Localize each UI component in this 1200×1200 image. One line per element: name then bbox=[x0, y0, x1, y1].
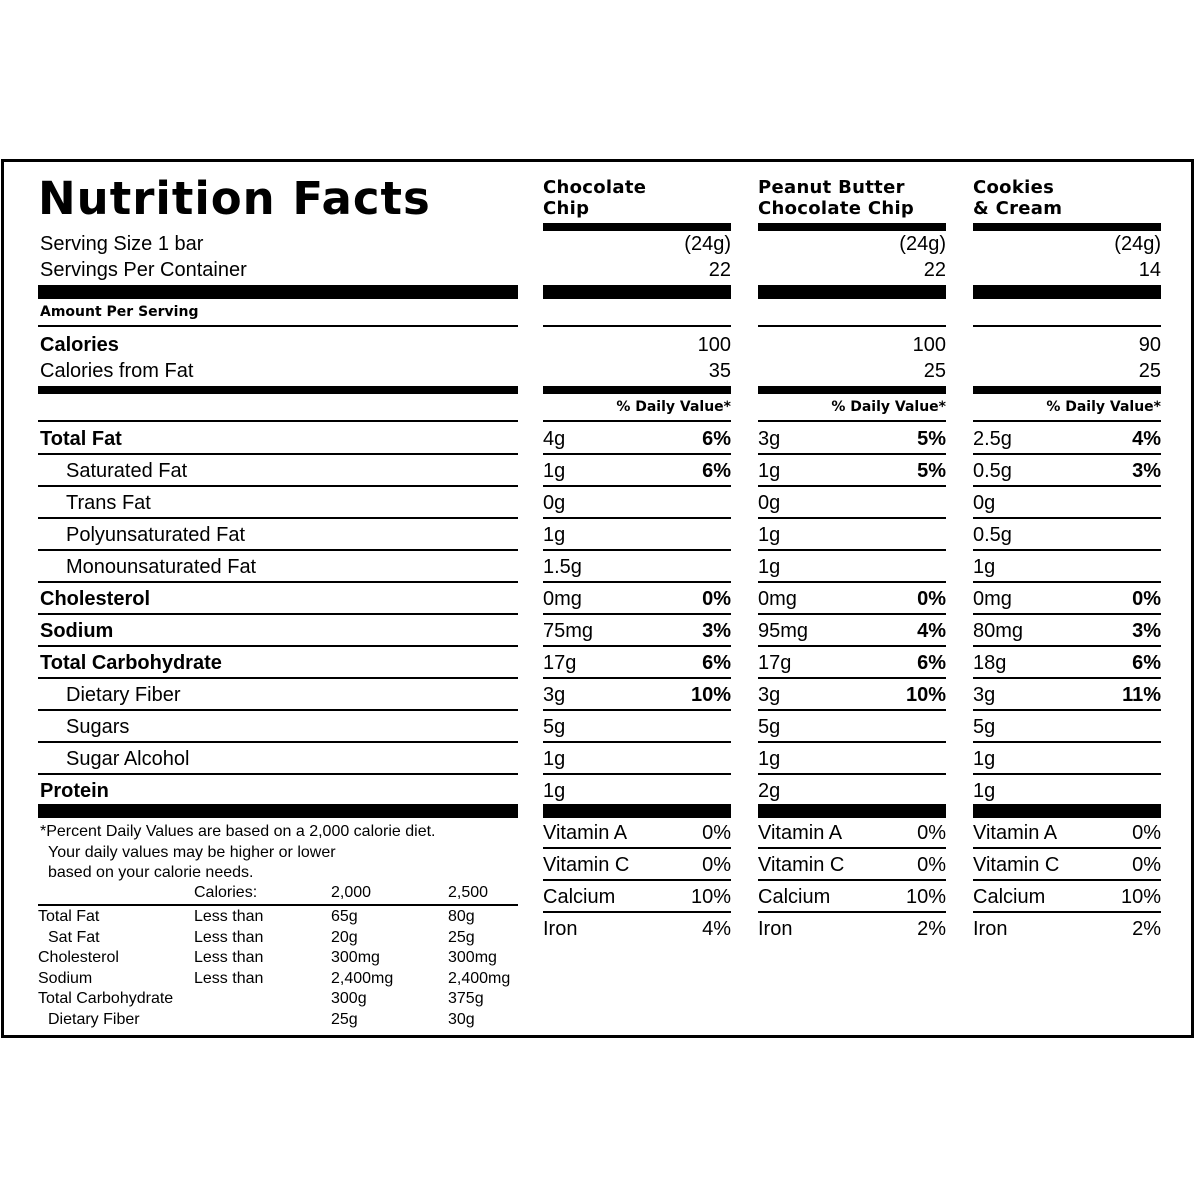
nutrient-amount: 1g bbox=[973, 556, 996, 578]
nutrient-amount: 0mg bbox=[758, 588, 797, 610]
divider bbox=[973, 677, 1161, 679]
divider bbox=[758, 581, 946, 583]
vitamin-dv: 0% bbox=[1132, 822, 1161, 844]
footnote-row-name: Cholesterol bbox=[38, 949, 119, 966]
divider bbox=[973, 453, 1161, 455]
medium-divider bbox=[38, 386, 518, 394]
nutrient-amount: 17g bbox=[758, 652, 792, 674]
product-name: Chip bbox=[543, 198, 590, 219]
nutrient-amount: 4g bbox=[543, 428, 566, 450]
divider bbox=[758, 741, 946, 743]
footnote-row-name: Dietary Fiber bbox=[48, 1010, 140, 1028]
nutrient-amount: 1g bbox=[543, 780, 566, 802]
footnote-row-2500: 2,400mg bbox=[448, 969, 511, 987]
divider bbox=[543, 453, 731, 455]
page-title: Nutrition Facts bbox=[38, 172, 431, 225]
divider bbox=[38, 677, 518, 679]
nutrient-label: Total Fat bbox=[40, 428, 122, 450]
nutrient-amount: 1g bbox=[758, 748, 781, 770]
divider bbox=[758, 517, 946, 519]
nutrient-dv: 6% bbox=[917, 652, 946, 674]
nutrient-amount: 18g bbox=[973, 652, 1007, 674]
divider bbox=[758, 549, 946, 551]
daily-value-header: % Daily Value* bbox=[1046, 399, 1161, 415]
product-name: Chocolate bbox=[543, 177, 647, 198]
footnote-row-name: Sat Fat bbox=[48, 928, 100, 946]
footnote-row-qualifier: Less than bbox=[194, 928, 264, 946]
nutrient-label: Trans Fat bbox=[66, 492, 151, 514]
divider bbox=[543, 485, 731, 487]
divider bbox=[543, 677, 731, 679]
footnote-row-2000: 300g bbox=[331, 990, 367, 1007]
footnote-row-2000: 20g bbox=[331, 928, 358, 946]
nutrient-label: Polyunsaturated Fat bbox=[66, 524, 245, 546]
nutrient-amount: 2.5g bbox=[973, 428, 1012, 450]
nutrient-amount: 3g bbox=[758, 684, 781, 706]
divider bbox=[758, 485, 946, 487]
calories-value: 100 bbox=[697, 334, 731, 356]
nutrient-label: Monounsaturated Fat bbox=[66, 556, 257, 578]
nutrient-amount: 80mg bbox=[973, 620, 1024, 642]
divider bbox=[38, 517, 518, 519]
vitamin-name: Vitamin A bbox=[758, 822, 843, 844]
vitamin-name: Iron bbox=[758, 918, 793, 940]
medium-divider bbox=[758, 223, 946, 231]
divider bbox=[38, 485, 518, 487]
nutrient-dv: 0% bbox=[917, 588, 946, 610]
servings-value: 22 bbox=[708, 259, 731, 281]
thick-divider bbox=[38, 804, 518, 818]
vitamin-dv: 10% bbox=[905, 886, 946, 908]
product-name: Peanut Butter bbox=[758, 177, 905, 198]
vitamin-dv: 0% bbox=[917, 822, 946, 844]
calories-from-fat-value: 25 bbox=[923, 360, 946, 382]
nutrient-label: Saturated Fat bbox=[66, 460, 188, 482]
nutrient-dv: 6% bbox=[702, 460, 731, 482]
divider bbox=[973, 613, 1161, 615]
nutrient-dv: 6% bbox=[702, 652, 731, 674]
footnote-row-qualifier: Less than bbox=[194, 908, 264, 925]
vitamin-name: Vitamin A bbox=[973, 822, 1058, 844]
amount-per-serving-label: Amount Per Serving bbox=[40, 304, 199, 320]
footnote-line: *Percent Daily Values are based on a 2,000 calorie diet. bbox=[40, 823, 436, 840]
nutrient-label: Sugar Alcohol bbox=[66, 748, 190, 770]
medium-divider bbox=[973, 386, 1161, 394]
serving-size-label: Serving Size 1 bar bbox=[40, 233, 204, 255]
footnote-row-2000: 2,400mg bbox=[331, 969, 394, 987]
nutrient-amount: 1g bbox=[543, 524, 566, 546]
divider bbox=[543, 773, 731, 775]
footnote-row-2500: 25g bbox=[448, 928, 475, 946]
divider bbox=[973, 911, 1161, 913]
calories-from-fat-value: 35 bbox=[708, 360, 731, 382]
footnote-row-2000: 25g bbox=[331, 1010, 358, 1028]
divider bbox=[38, 549, 518, 551]
footnote-calories-2000: 2,000 bbox=[331, 884, 372, 901]
thick-divider bbox=[973, 804, 1161, 818]
nutrient-amount: 1g bbox=[973, 780, 996, 802]
nutrient-label: Cholesterol bbox=[40, 588, 151, 610]
nutrient-amount: 0g bbox=[758, 492, 781, 514]
footnote-row-2000: 300mg bbox=[331, 949, 380, 966]
footnote-row-2500: 300mg bbox=[448, 949, 497, 966]
nutrient-amount: 1g bbox=[758, 556, 781, 578]
footnote-row-name: Total Carbohydrate bbox=[38, 990, 174, 1007]
nutrient-dv: 4% bbox=[1132, 428, 1161, 450]
vitamin-dv: 2% bbox=[917, 918, 946, 940]
vitamin-name: Vitamin A bbox=[543, 822, 628, 844]
nutrient-dv: 3% bbox=[702, 620, 731, 642]
divider bbox=[543, 847, 731, 849]
vitamin-name: Calcium bbox=[973, 886, 1046, 908]
divider bbox=[758, 677, 946, 679]
thick-divider bbox=[758, 285, 946, 299]
product-name: & Cream bbox=[973, 198, 1063, 219]
nutrient-dv: 10% bbox=[905, 684, 946, 706]
divider bbox=[543, 517, 731, 519]
divider bbox=[543, 325, 731, 327]
servings-per-container-label: Servings Per Container bbox=[40, 259, 247, 281]
nutrient-amount: 5g bbox=[973, 716, 996, 738]
thick-divider bbox=[758, 804, 946, 818]
nutrient-amount: 0.5g bbox=[973, 524, 1012, 546]
divider bbox=[543, 613, 731, 615]
nutrient-amount: 1g bbox=[543, 460, 566, 482]
footnote-row-name: Sodium bbox=[38, 969, 93, 987]
nutrient-dv: 0% bbox=[702, 588, 731, 610]
thick-divider bbox=[38, 285, 518, 299]
product-name: Chocolate Chip bbox=[758, 198, 915, 219]
vitamin-dv: 10% bbox=[1120, 886, 1161, 908]
divider bbox=[758, 879, 946, 881]
divider bbox=[758, 613, 946, 615]
divider bbox=[973, 645, 1161, 647]
nutrient-label: Sodium bbox=[40, 620, 114, 642]
footnote-row-2000: 65g bbox=[331, 908, 358, 925]
nutrient-label: Sugars bbox=[66, 716, 130, 738]
medium-divider bbox=[973, 223, 1161, 231]
divider bbox=[543, 581, 731, 583]
divider bbox=[758, 847, 946, 849]
calories-from-fat-label: Calories from Fat bbox=[40, 360, 194, 382]
serving-size-value: (24g) bbox=[1114, 233, 1161, 255]
vitamin-name: Vitamin C bbox=[543, 854, 630, 876]
divider bbox=[973, 847, 1161, 849]
divider bbox=[758, 911, 946, 913]
divider bbox=[973, 420, 1161, 422]
vitamin-name: Vitamin C bbox=[973, 854, 1060, 876]
thick-divider bbox=[973, 285, 1161, 299]
nutrient-dv: 4% bbox=[917, 620, 946, 642]
nutrient-dv: 5% bbox=[917, 460, 946, 482]
nutrient-dv: 3% bbox=[1132, 460, 1161, 482]
nutrient-label: Protein bbox=[40, 780, 109, 802]
vitamin-dv: 10% bbox=[690, 886, 731, 908]
nutrient-label: Total Carbohydrate bbox=[40, 652, 222, 674]
divider bbox=[758, 773, 946, 775]
divider bbox=[38, 325, 518, 327]
nutrient-amount: 3g bbox=[758, 428, 781, 450]
footnote-line: Your daily values may be higher or lower bbox=[48, 844, 336, 861]
nutrient-dv: 3% bbox=[1132, 620, 1161, 642]
serving-size-value: (24g) bbox=[899, 233, 946, 255]
divider bbox=[543, 645, 731, 647]
footnote-row-2500: 80g bbox=[448, 908, 475, 925]
vitamin-name: Vitamin C bbox=[758, 854, 845, 876]
nutrient-amount: 0g bbox=[973, 492, 996, 514]
footnote-row-qualifier: Less than bbox=[194, 969, 264, 987]
nutrient-amount: 75mg bbox=[543, 620, 594, 642]
divider bbox=[758, 420, 946, 422]
nutrient-amount: 0.5g bbox=[973, 460, 1012, 482]
divider bbox=[758, 645, 946, 647]
divider bbox=[973, 517, 1161, 519]
divider bbox=[38, 709, 518, 711]
divider bbox=[543, 420, 731, 422]
nutrient-amount: 1g bbox=[543, 748, 566, 770]
divider bbox=[543, 911, 731, 913]
divider bbox=[38, 581, 518, 583]
vitamin-name: Calcium bbox=[543, 886, 616, 908]
nutrient-amount: 3g bbox=[973, 684, 996, 706]
divider bbox=[38, 613, 518, 615]
vitamin-dv: 0% bbox=[1132, 854, 1161, 876]
nutrient-amount: 17g bbox=[543, 652, 577, 674]
footnote-row-qualifier: Less than bbox=[194, 949, 264, 966]
divider bbox=[38, 773, 518, 775]
footnote-line: based on your calorie needs. bbox=[48, 864, 254, 881]
daily-value-header: % Daily Value* bbox=[616, 399, 731, 415]
vitamin-dv: 4% bbox=[702, 918, 731, 940]
calories-value: 90 bbox=[1138, 334, 1161, 356]
divider bbox=[973, 581, 1161, 583]
vitamin-name: Iron bbox=[543, 918, 578, 940]
servings-value: 22 bbox=[923, 259, 946, 281]
nutrient-amount: 0mg bbox=[973, 588, 1012, 610]
divider bbox=[543, 879, 731, 881]
servings-value: 14 bbox=[1138, 259, 1161, 281]
nutrient-amount: 1g bbox=[758, 524, 781, 546]
nutrient-dv: 6% bbox=[702, 428, 731, 450]
footnote-calories-2500: 2,500 bbox=[448, 884, 489, 901]
footnote-row-name: Total Fat bbox=[38, 908, 100, 925]
vitamin-dv: 0% bbox=[917, 854, 946, 876]
nutrient-dv: 0% bbox=[1132, 588, 1161, 610]
calories-value: 100 bbox=[912, 334, 946, 356]
nutrient-dv: 5% bbox=[917, 428, 946, 450]
nutrient-amount: 1.5g bbox=[543, 556, 582, 578]
divider bbox=[38, 904, 518, 906]
vitamin-name: Iron bbox=[973, 918, 1008, 940]
divider bbox=[543, 709, 731, 711]
nutrient-amount: 2g bbox=[758, 780, 781, 802]
nutrient-amount: 5g bbox=[543, 716, 566, 738]
footnote-row-2500: 30g bbox=[448, 1010, 475, 1028]
divider bbox=[543, 549, 731, 551]
footnote-calories-label: Calories: bbox=[194, 884, 258, 901]
medium-divider bbox=[758, 386, 946, 394]
medium-divider bbox=[543, 223, 731, 231]
serving-size-value: (24g) bbox=[684, 233, 731, 255]
product-name: Cookies bbox=[973, 177, 1055, 198]
divider bbox=[38, 741, 518, 743]
nutrient-amount: 0g bbox=[543, 492, 566, 514]
vitamin-dv: 0% bbox=[702, 854, 731, 876]
nutrient-label: Dietary Fiber bbox=[66, 684, 181, 706]
daily-value-header: % Daily Value* bbox=[831, 399, 946, 415]
nutrient-amount: 1g bbox=[973, 748, 996, 770]
medium-divider bbox=[543, 386, 731, 394]
footnote-row-2500: 375g bbox=[448, 990, 484, 1007]
divider bbox=[38, 645, 518, 647]
nutrient-amount: 3g bbox=[543, 684, 566, 706]
nutrient-dv: 10% bbox=[690, 684, 731, 706]
vitamin-dv: 2% bbox=[1132, 918, 1161, 940]
vitamin-name: Calcium bbox=[758, 886, 831, 908]
divider bbox=[973, 485, 1161, 487]
vitamin-dv: 0% bbox=[702, 822, 731, 844]
nutrient-dv: 6% bbox=[1132, 652, 1161, 674]
calories-label: Calories bbox=[40, 334, 119, 356]
nutrient-amount: 5g bbox=[758, 716, 781, 738]
thick-divider bbox=[543, 285, 731, 299]
divider bbox=[973, 773, 1161, 775]
divider bbox=[758, 709, 946, 711]
divider bbox=[973, 879, 1161, 881]
divider bbox=[38, 420, 518, 422]
divider bbox=[543, 741, 731, 743]
calories-from-fat-value: 25 bbox=[1138, 360, 1161, 382]
divider bbox=[38, 453, 518, 455]
divider bbox=[973, 709, 1161, 711]
nutrient-amount: 95mg bbox=[758, 620, 809, 642]
nutrient-amount: 1g bbox=[758, 460, 781, 482]
divider bbox=[973, 549, 1161, 551]
divider bbox=[758, 325, 946, 327]
divider bbox=[973, 741, 1161, 743]
divider bbox=[973, 325, 1161, 327]
nutrient-amount: 0mg bbox=[543, 588, 582, 610]
divider bbox=[758, 453, 946, 455]
thick-divider bbox=[543, 804, 731, 818]
nutrient-dv: 11% bbox=[1122, 684, 1161, 706]
